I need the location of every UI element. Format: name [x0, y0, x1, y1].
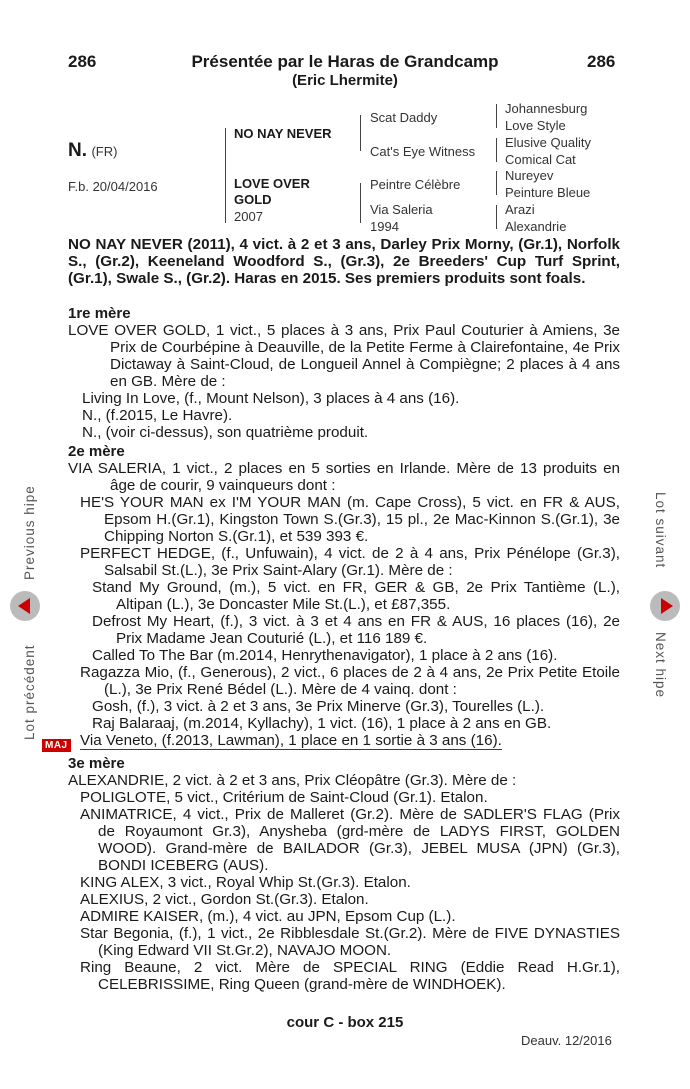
section-third-dam: 3e mère [68, 755, 125, 772]
produce-entry: Ring Beaune, 2 vict. Mère de SPECIAL RING (Eddie Read H.Gr.1), CELEBRISSIME, Ring Queen (grand-mère de WINDHOEK). [80, 959, 620, 993]
section-second-dam: 2e mère [68, 443, 125, 460]
previous-lot-label-en[interactable]: Previous hipe [22, 485, 37, 580]
page-subtitle: (Eric Lhermite) [292, 72, 398, 89]
section-first-dam: 1re mère [68, 305, 131, 322]
third-dam-entry: ALEXANDRIE, 2 vict. à 2 et 3 ans, Prix Cléopâtre (Gr.3). Mère de : [68, 772, 517, 789]
produce-entry: PERFECT HEDGE, (f., Unfuwain), 4 vict. de 2 à 4 ans, Prix Pénélope (Gr.3), Salsabil St.(L.), 3e Prix Saint-Alary (Gr.1). Mère de : [80, 545, 620, 579]
lot-number-right: 286 [587, 52, 616, 71]
first-dam-block [68, 322, 620, 441]
horse-country: (FR) [91, 144, 118, 159]
produce-entry: ANIMATRICE, 4 vict., Prix de Malleret (Gr.2). Mère de SADLER'S FLAG (Prix de Royaumont Gr.3), Anysheba (grd-mère de LADYS FIRST, GOLDEN WOOD). Grand-mère de BAILADOR (Gr.3), JEBEL MUSA (JPN) (Gr.3), BONDI ICEBERG (AUS). [80, 806, 620, 874]
horse-name: N. [68, 140, 87, 161]
next-lot-label-fr[interactable]: Lot suivant [653, 492, 668, 569]
footer-location: cour C - box 215 [286, 1014, 404, 1031]
grand-produce-entry: Stand My Ground, (m.), 5 vict. en FR, GER & GB, 2e Prix Tantième (L.), Altipan (L.), 3e Doncaster Mile St.(L.), et £87,355. [92, 579, 620, 613]
pedigree-dam-sire: Peintre Célèbre [370, 177, 461, 192]
produce-entry: ADMIRE KAISER, (m.), 4 vict. au JPN, Epsom Cup (L.). [80, 908, 456, 925]
pedigree-dds: Arazi [505, 202, 535, 217]
produce-entry: HE'S YOUR MAN ex I'M YOUR MAN (m. Cape Cross), 5 vict. en FR & AUS, Epsom H.(Gr.1), Kingston Town S.(Gr.3), 15 pl., 2e Mac-Kinnon S.(Gr.1), 3e Chipping Norton S.(Gr.1), et 539 393 €. [80, 494, 620, 545]
previous-lot-label-fr[interactable]: Lot précédent [22, 644, 37, 740]
grand-produce-entry: Gosh, (f.), 3 vict. à 2 et 3 ans, 3e Prix Minerve (Gr.3), Tourelles (L.). [92, 698, 545, 715]
produce-entry: KING ALEX, 3 vict., Royal Whip St.(Gr.3). Etalon. [80, 874, 411, 891]
arrow-right-icon[interactable] [650, 591, 680, 621]
footer-catalog: Deauv. 12/2016 [521, 1033, 612, 1048]
pedigree-ssd: Love Style [505, 118, 566, 133]
arrow-left-icon[interactable] [10, 591, 40, 621]
grand-produce-entry: Called To The Bar (m.2014, Henrythenavigator), 1 place à 2 ans (16). [92, 647, 558, 664]
next-lot-label-en[interactable]: Next hipe [653, 632, 668, 699]
produce-entry-updated: Via Veneto, (f.2013, Lawman), 1 place en 1 sortie à 3 ans (16). [80, 732, 502, 749]
third-dam-block [68, 772, 620, 993]
update-badge: MAJ [42, 739, 71, 752]
pedigree-sds: Elusive Quality [505, 135, 591, 150]
pedigree-sdd: Comical Cat [505, 152, 576, 167]
horse-info: F.b. 20/04/2016 [68, 179, 158, 194]
pedigree-dam-dam: Via Saleria [370, 202, 433, 217]
sire-summary: NO NAY NEVER (2011), 4 vict. à 2 et 3 ans, Darley Prix Morny, (Gr.1), Norfolk S., (Gr.2), Keeneland Woodford S., (Gr.3), 2e Breeders' Cup Turf Sprint, (Gr.1), Swale S., (Gr.2). Haras en 2015. Ses premiers produits sont foals. [68, 236, 620, 287]
pedigree-dss: Nureyev [505, 168, 554, 183]
produce-entry: N., (f.2015, Le Havre). [82, 407, 233, 424]
second-dam-block [68, 460, 620, 749]
produce-entry: POLIGLOTE, 5 vict., Critérium de Saint-Cloud (Gr.1). Etalon. [80, 789, 488, 806]
produce-entry: Star Begonia, (f.), 1 vict., 2e Ribblesdale St.(Gr.2). Mère de FIVE DYNASTIES (King Edward VII St.Gr.2), NAVAJO MOON. [80, 925, 620, 959]
second-dam-entry: VIA SALERIA, 1 vict., 2 places en 5 sorties en Irlande. Mère de 13 produits en âge de courir, 9 vainqueurs dont : [68, 460, 620, 494]
pedigree-dsd: Peinture Bleue [505, 185, 591, 200]
produce-entry: Living In Love, (f., Mount Nelson), 3 places à 4 ans (16). [82, 390, 460, 407]
produce-entry: ALEXIUS, 2 vict., Gordon St.(Gr.3). Etalon. [80, 891, 369, 908]
page-title: Présentée par le Haras de Grandcamp [191, 52, 499, 71]
horse-name-block [68, 140, 117, 162]
grand-produce-entry: Defrost My Heart, (f.), 3 vict. à 3 et 4 ans en FR & AUS, 16 places (16), 2e Prix Madame Jean Couturié (L.), et 116 189 €. [92, 613, 620, 647]
lot-number-left: 286 [68, 52, 97, 71]
pedigree-ddd: Alexandrie [505, 219, 567, 234]
pedigree-sire: NO NAY NEVER [234, 126, 332, 141]
pedigree-dam-year: 2007 [234, 209, 263, 224]
pedigree-sire-dam: Cat's Eye Witness [370, 144, 476, 159]
produce-entry: N., (voir ci-dessus), son quatrième produit. [82, 424, 369, 441]
first-dam-entry: LOVE OVER GOLD, 1 vict., 5 places à 3 ans, Prix Paul Couturier à Amiens, 3e Prix de Courbépine à Deauville, de la Petite Ferme à Clairefontaine, 4e Prix Dictaway à Saint-Cloud, de Longueil Annel à Compiègne; 2 places à 4 ans en GB. Mère de : [68, 322, 620, 390]
pedigree-dam: LOVE OVER GOLD [234, 176, 310, 207]
pedigree-sss: Johannesburg [505, 101, 588, 116]
grand-produce-entry: Raj Balaraaj, (m.2014, Kyllachy), 1 vict. (16), 1 place à 2 ans en GB. [92, 715, 552, 732]
pedigree-sire-sire: Scat Daddy [370, 110, 438, 125]
pedigree-dam-dam-year: 1994 [370, 219, 399, 234]
produce-entry: Ragazza Mio, (f., Generous), 2 vict., 6 places de 2 à 4 ans, 2e Prix Petite Etoile (L.), 3e Prix René Bédel (L.). Mère de 4 vainq. dont : [80, 664, 620, 698]
